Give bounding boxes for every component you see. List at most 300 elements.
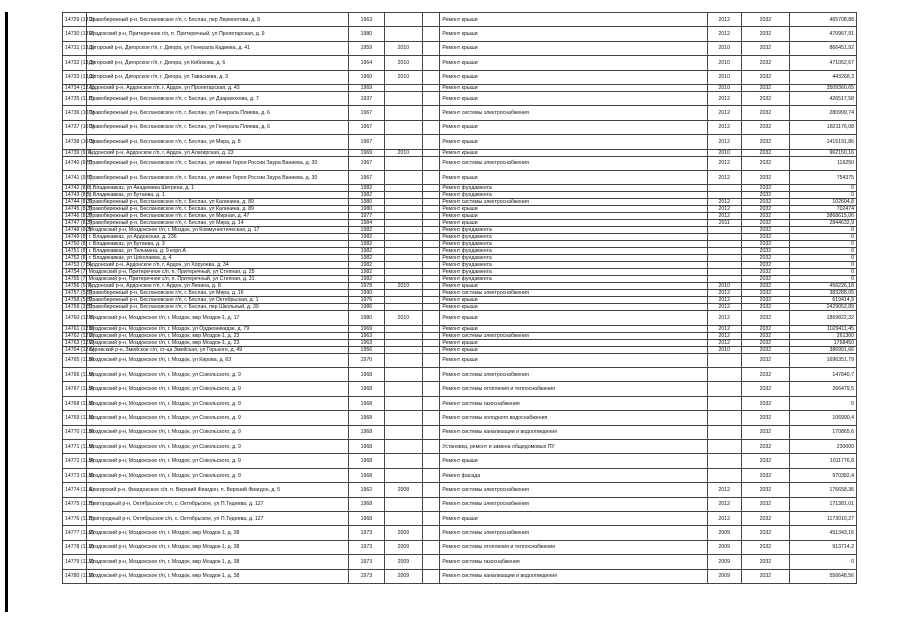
cell-last-repair-year (384, 170, 422, 184)
cell-plan-end: 2032 (741, 170, 789, 184)
cell-cost: 176658,36 (790, 483, 857, 497)
cell-empty (422, 241, 439, 248)
cell-cost: 451343,16 (790, 526, 857, 540)
cell-build-year: 1982 (348, 192, 384, 199)
cell-work-type: Ремонт системы электроснабжения (440, 368, 707, 382)
cell-address: Моздокский р-н, Моздокское г/п, г. Моздок, ул Кирова, д. 63 (86, 353, 348, 367)
cell-object-id: 14764 (12.1) (63, 346, 87, 353)
cell-address: Пригородный р-н, Октябрьское с/п, с. Октябрьское, ул П.Тедеева, д. 127 (86, 497, 348, 511)
cell-work-type: Ремонт крыши (440, 13, 707, 27)
cell-last-repair-year (384, 290, 422, 297)
cell-plan-end: 2032 (741, 120, 789, 134)
table-row (63, 304, 857, 311)
cell-plan-end: 2032 (741, 468, 789, 482)
cell-plan-end: 2032 (741, 269, 789, 276)
cell-last-repair-year: 2010 (384, 283, 422, 290)
cell-last-repair-year (384, 382, 422, 396)
cell-last-repair-year (384, 339, 422, 346)
cell-plan-start: 2009 (707, 555, 741, 569)
cell-cost: 470967,91 (790, 27, 857, 41)
cell-last-repair-year (384, 199, 422, 206)
cell-work-type: Ремонт фундамента (440, 262, 707, 269)
cell-build-year: 1963 (348, 332, 384, 339)
table-row (63, 199, 857, 206)
cell-plan-start: 2012 (707, 91, 741, 105)
cell-address: Правобережный р-н, Беслановское г/п, г. Беслан, пер Школьный, д. 39 (86, 304, 348, 311)
cell-work-type: Ремонт крыши (440, 311, 707, 325)
cell-last-repair-year: 2010 (384, 70, 422, 84)
cell-cost: 383288,05 (790, 290, 857, 297)
cell-address: Моздокский р-н, Моздокское г/п, г. Моздок, мкр Моздок-1, д. 23 (86, 339, 348, 346)
cell-address: Пригородный р-н, Октябрьское с/п, с. Октябрьское, ул П.Тедеева, д. 127 (86, 511, 348, 525)
cell-empty (422, 70, 439, 84)
table-row (63, 346, 857, 353)
cell-plan-end: 2032 (741, 483, 789, 497)
cell-build-year: 1969 (348, 84, 384, 91)
cell-build-year: 1964 (348, 56, 384, 70)
cell-cost: 1821176,08 (790, 120, 857, 134)
cell-build-year: 1969 (348, 325, 384, 332)
cell-plan-start (707, 425, 741, 439)
cell-last-repair-year: 2009 (384, 555, 422, 569)
cell-last-repair-year: 2009 (384, 540, 422, 554)
cell-address: Ардонский р-н, Ардонское г/п, г. Ардон, ул Алагирская, д. 23 (86, 149, 348, 156)
cell-last-repair-year: 2010 (384, 56, 422, 70)
table-row (63, 170, 857, 184)
table-row (63, 454, 857, 468)
cell-last-repair-year (384, 91, 422, 105)
cell-object-id: 14744 (8.3) (63, 199, 87, 206)
cell-cost: 230000 (790, 440, 857, 454)
cell-plan-end: 2032 (741, 440, 789, 454)
cell-last-repair-year: 2010 (384, 149, 422, 156)
cell-build-year: 1982 (348, 269, 384, 276)
cell-work-type: Ремонт системы электроснабжения (440, 199, 707, 206)
cell-empty (422, 454, 439, 468)
cell-plan-end: 2032 (741, 41, 789, 55)
cell-cost: 0 (790, 248, 857, 255)
cell-plan-start: 2010 (707, 283, 741, 290)
cell-cost: 0 (790, 192, 857, 199)
cell-cost: 471052,67 (790, 56, 857, 70)
cell-cost: 261300 (790, 332, 857, 339)
cell-last-repair-year (384, 248, 422, 255)
cell-address: Правобережный р-н, Беслановское г/п, г. Беслан, ул Генерала Плиева, д. 6 (86, 120, 348, 134)
cell-empty (422, 540, 439, 554)
table-row (63, 234, 857, 241)
cell-work-type: Ремонт системы канализации и водоотведения (440, 425, 707, 439)
table-row (63, 227, 857, 234)
cell-last-repair-year (384, 120, 422, 134)
cell-last-repair-year: 2009 (384, 569, 422, 583)
cell-plan-end: 2032 (741, 213, 789, 220)
cell-plan-end: 2032 (741, 192, 789, 199)
cell-work-type: Ремонт крыши (440, 149, 707, 156)
cell-empty (422, 511, 439, 525)
cell-plan-start: 2009 (707, 526, 741, 540)
cell-address: г. Владикавказ, ул Бутаева, д. 1 (86, 192, 348, 199)
cell-object-id: 14749 (8) (63, 234, 87, 241)
cell-build-year: 1980 (348, 206, 384, 213)
cell-address: Правобережный р-н, Беслановское г/п, г. Беслан, ул Мира, д. 8 (86, 135, 348, 149)
cell-empty (422, 425, 439, 439)
cell-last-repair-year (384, 192, 422, 199)
cell-object-id: 14752 (8) (63, 255, 87, 262)
cell-cost: 1173010,27 (790, 511, 857, 525)
cell-address: Моздокский р-н, Моздокское г/п, г. Моздок, ул Сокольского, д. 9 (86, 468, 348, 482)
cell-cost: 962150,16 (790, 149, 857, 156)
cell-work-type: Ремонт системы канализации и водоотведения (440, 569, 707, 583)
cell-address: Дигорский р-н, Дигорское г/п, г. Дигора, ул Тавасиева, д. 3 (86, 70, 348, 84)
cell-work-type: Ремонт системы газоснабжения (440, 396, 707, 410)
cell-plan-end: 2032 (741, 339, 789, 346)
cell-build-year: 1962 (348, 483, 384, 497)
cell-plan-end: 2032 (741, 555, 789, 569)
cell-cost: 619414,9 (790, 297, 857, 304)
cell-cost: 0 (790, 396, 857, 410)
cell-plan-end: 2032 (741, 411, 789, 425)
cell-object-id: 14762 (12.2) (63, 332, 87, 339)
cell-plan-end: 2032 (741, 511, 789, 525)
cell-plan-end: 2032 (741, 220, 789, 227)
cell-object-id: 14729 (13.2) (63, 13, 87, 27)
table-row (63, 262, 857, 269)
cell-object-id: 14772 (11.5) (63, 454, 87, 468)
cell-build-year: 1956 (348, 346, 384, 353)
table-row (63, 297, 857, 304)
cell-plan-start (707, 248, 741, 255)
cell-build-year: 1969 (348, 149, 384, 156)
cell-cost: 866451,92 (790, 41, 857, 55)
cell-build-year: 1968 (348, 511, 384, 525)
cell-address: Ардонский р-н, Ардонское г/п, г. Ардон, ул Ленина, д. 8 (86, 283, 348, 290)
cell-object-id: 14763 (12.2) (63, 339, 87, 346)
cell-plan-start (707, 234, 741, 241)
cell-cost: 386991,66 (790, 346, 857, 353)
cell-last-repair-year (384, 269, 422, 276)
table-row (63, 27, 857, 41)
cell-object-id: 14740 (9.5) (63, 156, 87, 170)
cell-plan-end: 2032 (741, 332, 789, 339)
table-row (63, 526, 857, 540)
table-row (63, 213, 857, 220)
cell-plan-start (707, 468, 741, 482)
cell-object-id: 14747 (8.3) (63, 220, 87, 227)
cell-object-id: 14742 (8.6) (63, 185, 87, 192)
cell-empty (422, 276, 439, 283)
cell-plan-start (707, 255, 741, 262)
cell-plan-end: 2032 (741, 304, 789, 311)
cell-build-year: 1968 (348, 382, 384, 396)
cell-plan-end: 2032 (741, 311, 789, 325)
cell-object-id: 14748 (8.3) (63, 227, 87, 234)
table-row (63, 555, 857, 569)
cell-empty (422, 262, 439, 269)
table-row (63, 483, 857, 497)
cell-last-repair-year: 2008 (384, 483, 422, 497)
cell-cost: 0 (790, 185, 857, 192)
cell-empty (422, 199, 439, 206)
cell-plan-end: 2032 (741, 199, 789, 206)
cell-last-repair-year (384, 468, 422, 482)
cell-plan-start: 2009 (707, 569, 741, 583)
cell-object-id: 14768 (11.5) (63, 396, 87, 410)
cell-build-year: 1960 (348, 70, 384, 84)
cell-build-year: 1980 (348, 199, 384, 206)
cell-cost: 465708,88 (790, 13, 857, 27)
cell-plan-start: 2012 (707, 497, 741, 511)
cell-address: Моздокский р-н, Моздокское г/п, г. Моздок, мкр Моздок-1, д. 17 (86, 311, 348, 325)
table-row (63, 276, 857, 283)
cell-empty (422, 206, 439, 213)
cell-plan-end: 2032 (741, 346, 789, 353)
table-row (63, 325, 857, 332)
cell-plan-start: 2012 (707, 27, 741, 41)
cell-cost: 556648,56 (790, 569, 857, 583)
cell-work-type: Ремонт системы отопления и теплоснабжения (440, 382, 707, 396)
cell-build-year: 1982 (348, 262, 384, 269)
cell-plan-end: 2032 (741, 13, 789, 27)
cell-cost: 1869822,32 (790, 311, 857, 325)
cell-address: Моздокский р-н, Моздокское г/п, г. Моздок, ул Сокольского, д. 9 (86, 440, 348, 454)
cell-cost: 171381,01 (790, 497, 857, 511)
cell-address: Правобережный р-н, Беслановское г/п, г. Беслан, пер Лермонтова, д. 8 (86, 13, 348, 27)
cell-plan-end: 2032 (741, 290, 789, 297)
cell-empty (422, 555, 439, 569)
cell-plan-start: 2012 (707, 511, 741, 525)
cell-empty (422, 339, 439, 346)
table-row (63, 396, 857, 410)
cell-work-type: Ремонт крыши (440, 120, 707, 134)
cell-address: Моздокский р-н, Моздокское г/п, г. Моздок, ул Орджоникидзе, д. 79 (86, 325, 348, 332)
cell-plan-start (707, 454, 741, 468)
table-row (63, 311, 857, 325)
cell-plan-end: 2032 (741, 382, 789, 396)
cell-work-type: Ремонт фундамента (440, 227, 707, 234)
cell-plan-start: 2012 (707, 120, 741, 134)
cell-object-id: 14731 (13.2) (63, 41, 87, 55)
cell-plan-end: 2032 (741, 283, 789, 290)
cell-empty (422, 353, 439, 367)
cell-address: Правобережный р-н, Беслановское г/п, г. Беслан, ул Калинина, д. 89 (86, 206, 348, 213)
cell-address: Моздокский р-н, Притеречное с/п, п. Притеречный, ул Степная, д. 31 (86, 276, 348, 283)
table-row (63, 332, 857, 339)
cell-cost: 426517,58 (790, 91, 857, 105)
cell-build-year: 1968 (348, 396, 384, 410)
cell-work-type: Ремонт фундамента (440, 276, 707, 283)
table-row (63, 339, 857, 346)
cell-empty (422, 135, 439, 149)
cell-address: Моздокский р-н, Притеречное г/п, п. Притеречный, ул Пролетарская, д. 9 (86, 27, 348, 41)
table-row (63, 206, 857, 213)
cell-build-year: 1973 (348, 569, 384, 583)
cell-work-type: Ремонт крыши (440, 213, 707, 220)
cell-work-type: Ремонт крыши (440, 339, 707, 346)
cell-object-id: 14746 (8.3) (63, 213, 87, 220)
cell-empty (422, 411, 439, 425)
cell-last-repair-year (384, 325, 422, 332)
table-row (63, 135, 857, 149)
cell-address: г. Владикавказ, ул Академика Шегрена, д. 1 (86, 185, 348, 192)
cell-empty (422, 297, 439, 304)
cell-object-id: 14758 (5.5) (63, 297, 87, 304)
cell-cost: 1696351,79 (790, 353, 857, 367)
cell-work-type: Ремонт системы отопления и теплоснабжения (440, 540, 707, 554)
cell-address: Правобережный р-н, Беслановское г/п, г. Беслан, ул Калинина, д. 89 (86, 199, 348, 206)
cell-empty (422, 91, 439, 105)
cell-object-id: 14777 (11.2) (63, 526, 87, 540)
table-row (63, 106, 857, 120)
table-row (63, 382, 857, 396)
cell-plan-end: 2032 (741, 156, 789, 170)
cell-plan-start (707, 276, 741, 283)
cell-object-id: 14755 (7) (63, 276, 87, 283)
cell-empty (422, 213, 439, 220)
cell-build-year: 1980 (348, 311, 384, 325)
capital-repair-table (62, 12, 857, 594)
repair-table (62, 12, 857, 584)
cell-last-repair-year (384, 353, 422, 367)
cell-last-repair-year (384, 185, 422, 192)
cell-plan-end: 2032 (741, 185, 789, 192)
cell-build-year: 1968 (348, 411, 384, 425)
cell-address: Моздокский р-н, Моздокское г/п, г. Моздок, ул Сокольского, д. 9 (86, 382, 348, 396)
cell-build-year: 1973 (348, 526, 384, 540)
cell-work-type: Ремонт фундамента (440, 241, 707, 248)
cell-empty (422, 382, 439, 396)
cell-plan-start: 2012 (707, 13, 741, 27)
cell-object-id: 14769 (11.5) (63, 411, 87, 425)
cell-empty (422, 185, 439, 192)
cell-build-year: 1967 (348, 156, 384, 170)
cell-cost: 2844632,9 (790, 220, 857, 227)
cell-cost: 102604,8 (790, 199, 857, 206)
cell-cost: 443268,3 (790, 70, 857, 84)
cell-plan-end: 2032 (741, 540, 789, 554)
table-row (63, 220, 857, 227)
cell-plan-end: 2032 (741, 353, 789, 367)
cell-empty (422, 396, 439, 410)
cell-cost: 456226,18 (790, 283, 857, 290)
cell-last-repair-year (384, 84, 422, 91)
cell-plan-start (707, 353, 741, 367)
cell-cost: 1415191,86 (790, 135, 857, 149)
cell-plan-start (707, 269, 741, 276)
table-row (63, 353, 857, 367)
cell-plan-end: 2032 (741, 135, 789, 149)
cell-build-year: 1982 (348, 276, 384, 283)
cell-build-year: 1982 (348, 241, 384, 248)
cell-empty (422, 368, 439, 382)
cell-cost: 1029411,45 (790, 325, 857, 332)
cell-cost: 0 (790, 276, 857, 283)
cell-plan-end: 2032 (741, 454, 789, 468)
cell-last-repair-year (384, 304, 422, 311)
table-row (63, 185, 857, 192)
cell-address: Моздокский р-н, Моздокское г/п, г. Моздок, ул Сокольского, д. 9 (86, 425, 348, 439)
cell-empty (422, 283, 439, 290)
cell-address: Моздокский р-н, Моздокское г/п, г. Моздок, ул Сокольского, д. 9 (86, 411, 348, 425)
table-row (63, 149, 857, 156)
cell-object-id: 14776 (11.5) (63, 511, 87, 525)
cell-last-repair-year (384, 276, 422, 283)
cell-build-year: 1968 (348, 468, 384, 482)
table-row (63, 411, 857, 425)
cell-address: Моздокский р-н, Моздокское г/п, г. Моздок, ул Сокольского, д. 9 (86, 454, 348, 468)
cell-address: г. Владикавказ, ул Тельмана, д. 9 корп.А (86, 248, 348, 255)
cell-work-type: Ремонт системы электроснабжения (440, 156, 707, 170)
cell-build-year: 1976 (348, 297, 384, 304)
table-row (63, 368, 857, 382)
cell-plan-end: 2032 (741, 241, 789, 248)
cell-plan-start: 2012 (707, 290, 741, 297)
cell-address: Моздокский р-н, Моздокское г/п, г. Моздок, ул Сокольского, д. 9 (86, 396, 348, 410)
cell-last-repair-year (384, 255, 422, 262)
cell-object-id: 14771 (11.5) (63, 440, 87, 454)
cell-last-repair-year (384, 511, 422, 525)
cell-work-type: Ремонт крыши (440, 220, 707, 227)
cell-address: Моздокский р-н, Моздокское г/п, г. Моздок, мкр Моздок-1, д. 38 (86, 526, 348, 540)
cell-build-year: 1973 (348, 555, 384, 569)
cell-work-type: Ремонт системы электроснабжения (440, 497, 707, 511)
cell-plan-end: 2032 (741, 206, 789, 213)
cell-cost: 266479,5 (790, 382, 857, 396)
cell-empty (422, 332, 439, 339)
cell-empty (422, 227, 439, 234)
cell-empty (422, 13, 439, 27)
cell-address: г. Владикавказ, ул Цоколаева, д. 4 (86, 255, 348, 262)
cell-plan-start (707, 368, 741, 382)
table-row (63, 70, 857, 84)
cell-object-id: 14730 (13.2) (63, 27, 87, 41)
cell-last-repair-year (384, 27, 422, 41)
cell-plan-start: 2012 (707, 170, 741, 184)
cell-empty (422, 290, 439, 297)
table-row (63, 440, 857, 454)
cell-build-year: 1980 (348, 27, 384, 41)
cell-empty (422, 27, 439, 41)
cell-work-type: Ремонт фундамента (440, 248, 707, 255)
cell-work-type: Ремонт крыши (440, 170, 707, 184)
cell-plan-start: 2012 (707, 106, 741, 120)
cell-cost: 0 (790, 234, 857, 241)
cell-last-repair-year (384, 135, 422, 149)
cell-address: Моздокский р-н, Моздокское г/п, г. Моздок, мкр Моздок-1, д. 38 (86, 540, 348, 554)
cell-work-type: Ремонт системы электроснабжения (440, 483, 707, 497)
cell-cost: 0 (790, 555, 857, 569)
cell-address: Моздокский р-н, Моздокское г/п, г. Моздок, мкр Моздок-1, д. 23 (86, 332, 348, 339)
cell-empty (422, 170, 439, 184)
cell-address: Правобережный р-н, Беслановское г/п, г. Беслан, ул Дзарахохова, д. 7 (86, 91, 348, 105)
cell-work-type: Ремонт системы электроснабжения (440, 526, 707, 540)
cell-build-year: 1963 (348, 13, 384, 27)
cell-last-repair-year: 2010 (384, 311, 422, 325)
cell-object-id: 14767 (11.5) (63, 382, 87, 396)
cell-plan-end: 2032 (741, 262, 789, 269)
cell-work-type: Ремонт крыши (440, 27, 707, 41)
cell-last-repair-year (384, 411, 422, 425)
cell-object-id: 14738 (10.3) (63, 135, 87, 149)
cell-build-year: 1937 (348, 91, 384, 105)
table-row (63, 468, 857, 482)
cell-last-repair-year (384, 396, 422, 410)
cell-cost: 913714,2 (790, 540, 857, 554)
cell-plan-start: 2012 (707, 339, 741, 346)
cell-object-id: 14743 (8.5) (63, 192, 87, 199)
cell-plan-end: 2032 (741, 70, 789, 84)
cell-plan-start: 2010 (707, 346, 741, 353)
cell-plan-start: 2010 (707, 149, 741, 156)
